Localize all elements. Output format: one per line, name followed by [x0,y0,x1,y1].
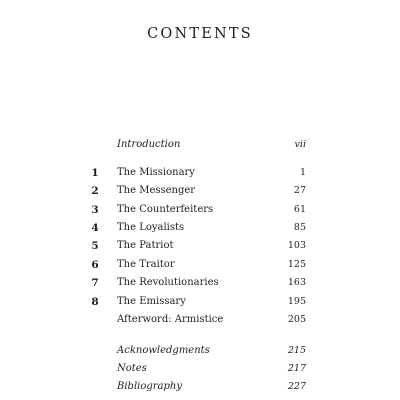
toc-entry-page: 61 [293,204,306,215]
toc-entry-page: 27 [293,185,306,196]
toc-entry-bibliography[interactable] [0,379,400,395]
toc-entry-page: 215 [287,345,306,356]
toc-entry-page: 217 [287,363,306,374]
toc-entry-page: 1 [299,167,306,178]
toc-entry-label: Introduction [117,139,181,150]
toc-entry-label: The Missionary [117,167,195,178]
toc-entry-notes[interactable] [0,361,400,377]
toc-entry-label: Notes [117,363,147,374]
toc-entry-page: 205 [287,314,306,325]
page-title: CONTENTS [147,26,253,42]
toc-entry-label: The Messenger [117,185,196,196]
toc-entry-chapter-3[interactable] [0,202,400,218]
toc-entry-label: Acknowledgments [117,345,210,356]
toc-entry-page: 163 [287,277,306,288]
toc-entry-label: The Emissary [117,296,186,307]
toc-entry-label: The Patriot [117,240,174,251]
toc-entry-label: The Counterfeiters [117,204,214,215]
toc-entry-chapter-7[interactable] [0,275,400,291]
toc-entry-chapter-4[interactable] [0,220,400,236]
toc-entry-page: 125 [287,259,306,270]
toc-entry-label: Afterword: Armistice [117,314,224,325]
toc-entry-label: The Traitor [117,259,175,270]
chapter-number: 5 [91,240,99,252]
chapter-number: 1 [91,167,99,179]
toc-entry-page: 227 [287,381,306,392]
toc-entry-label: The Loyalists [117,222,185,233]
toc-entry-introduction[interactable] [0,137,400,153]
toc-entry-label: Bibliography [117,381,182,392]
toc-entry-chapter-8[interactable] [0,294,400,310]
chapter-number: 7 [91,277,99,289]
chapter-number: 2 [91,185,99,197]
toc-entry-page: 195 [287,296,306,307]
toc-entry-label: The Revolutionaries [117,277,219,288]
toc-entry-afterword[interactable] [0,312,400,328]
toc-entry-chapter-6[interactable] [0,257,400,273]
toc-entry-chapter-5[interactable] [0,238,400,254]
chapter-number: 8 [91,296,99,308]
chapter-number: 6 [91,259,99,271]
toc-entry-chapter-1[interactable] [0,165,400,181]
toc-entry-acknowledgments[interactable] [0,343,400,359]
toc-entry-chapter-2[interactable] [0,183,400,199]
toc-entry-page: 103 [287,240,306,251]
chapter-number: 4 [91,222,99,234]
toc-entry-page: vii [294,139,306,150]
toc-entry-page: 85 [293,222,306,233]
chapter-number: 3 [91,204,99,216]
